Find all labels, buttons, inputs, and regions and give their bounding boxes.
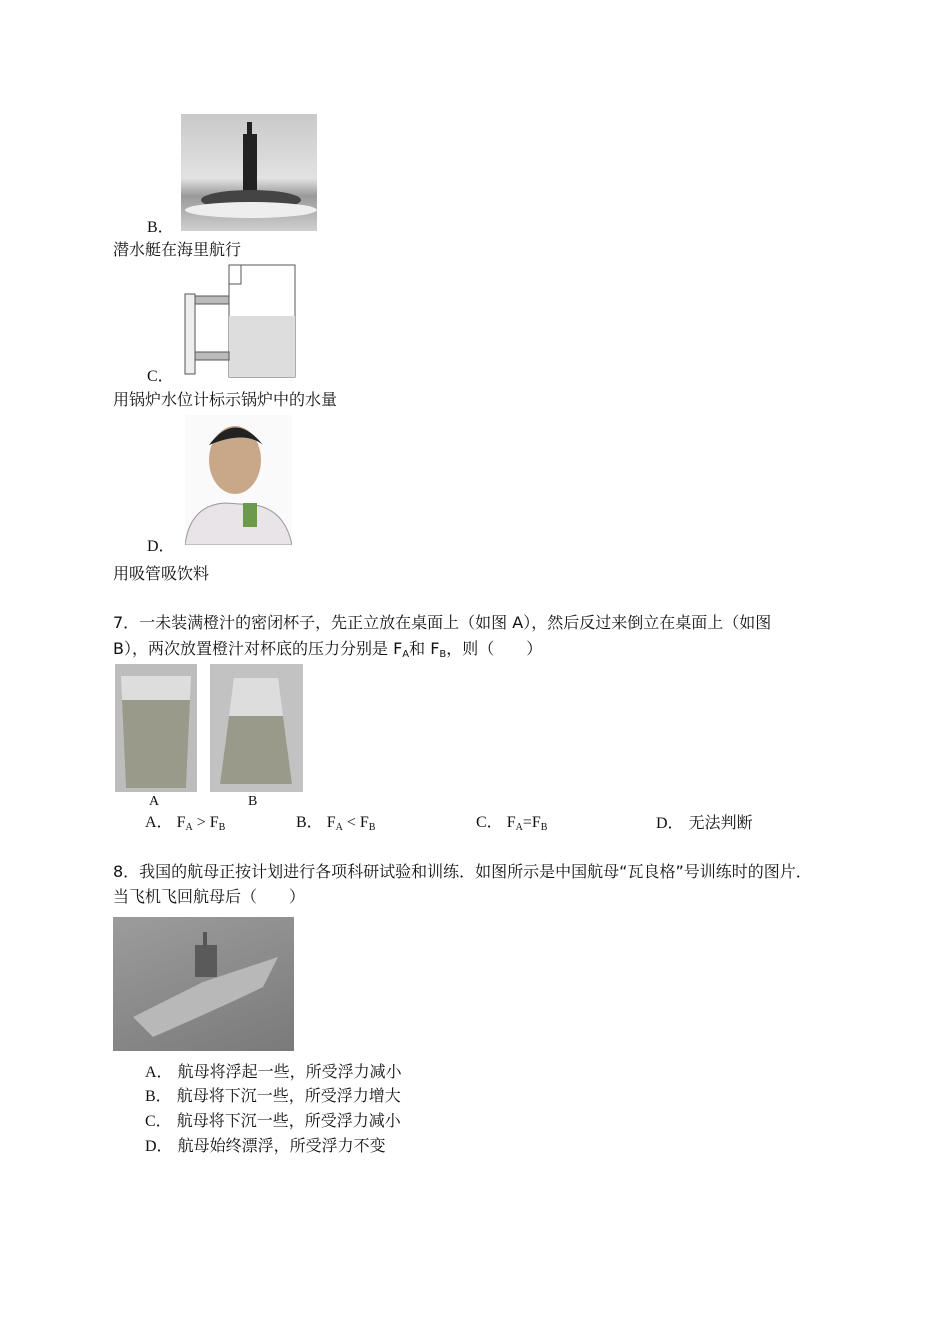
q8-option-a[interactable]: A． 航母将浮起一些，所受浮力减小 [145, 1062, 402, 1081]
boiler-gauge-diagram [181, 264, 296, 378]
q8-option-d[interactable]: D． 航母始终漂浮，所受浮力不变 [145, 1136, 386, 1155]
q7-option-c[interactable]: C． $F_A=F_B$ [476, 814, 548, 833]
fig-label-a: A [149, 794, 160, 809]
q8-option-c[interactable]: C． 航母将下沉一些，所受浮力减小 [145, 1111, 401, 1130]
submarine-photo [181, 114, 317, 231]
option-c-caption: 用锅炉水位计标示锅炉中的水量 [113, 390, 338, 409]
q7-option-a[interactable]: A． $F_A > F_B$ [145, 814, 226, 833]
option-c-letter: C． [147, 368, 174, 385]
option-d-caption: 用吸管吸饮料 [113, 564, 210, 583]
option-b-letter: B． [147, 219, 174, 236]
q8-option-b[interactable]: B． 航母将下沉一些，所受浮力增大 [145, 1086, 401, 1105]
option-d-letter: D． [147, 538, 175, 555]
aircraft-carrier-photo [113, 917, 294, 1051]
q8-stem-line2: 当飞机飞回航母后（ ） [113, 887, 306, 906]
fig-label-b: B [248, 794, 258, 809]
q8-stem-line1: 8．我国的航母正按计划进行各项科研试验和训练．如图所示是中国航母“瓦良格”号训练时的图片． [113, 862, 812, 881]
q7-stem-line2: B），两次放置橙汁对杯底的压力分别是 $F_A$和 $F_B$，则（ ） [113, 639, 543, 660]
option-b-caption: 潜水艇在海里航行 [113, 240, 242, 259]
cup-upright-photo [115, 664, 197, 792]
cup-inverted-photo [210, 664, 303, 792]
q7-option-d[interactable]: D． 无法判断 [656, 813, 753, 832]
q7-option-b[interactable]: B． $F_A < F_B$ [296, 814, 376, 833]
boy-drinking-photo [185, 415, 292, 545]
q7-stem-line1: 7．一未装满橙汁的密闭杯子，先正立放在桌面上（如图 A），然后反过来倒立在桌面上（如图 [113, 613, 772, 632]
